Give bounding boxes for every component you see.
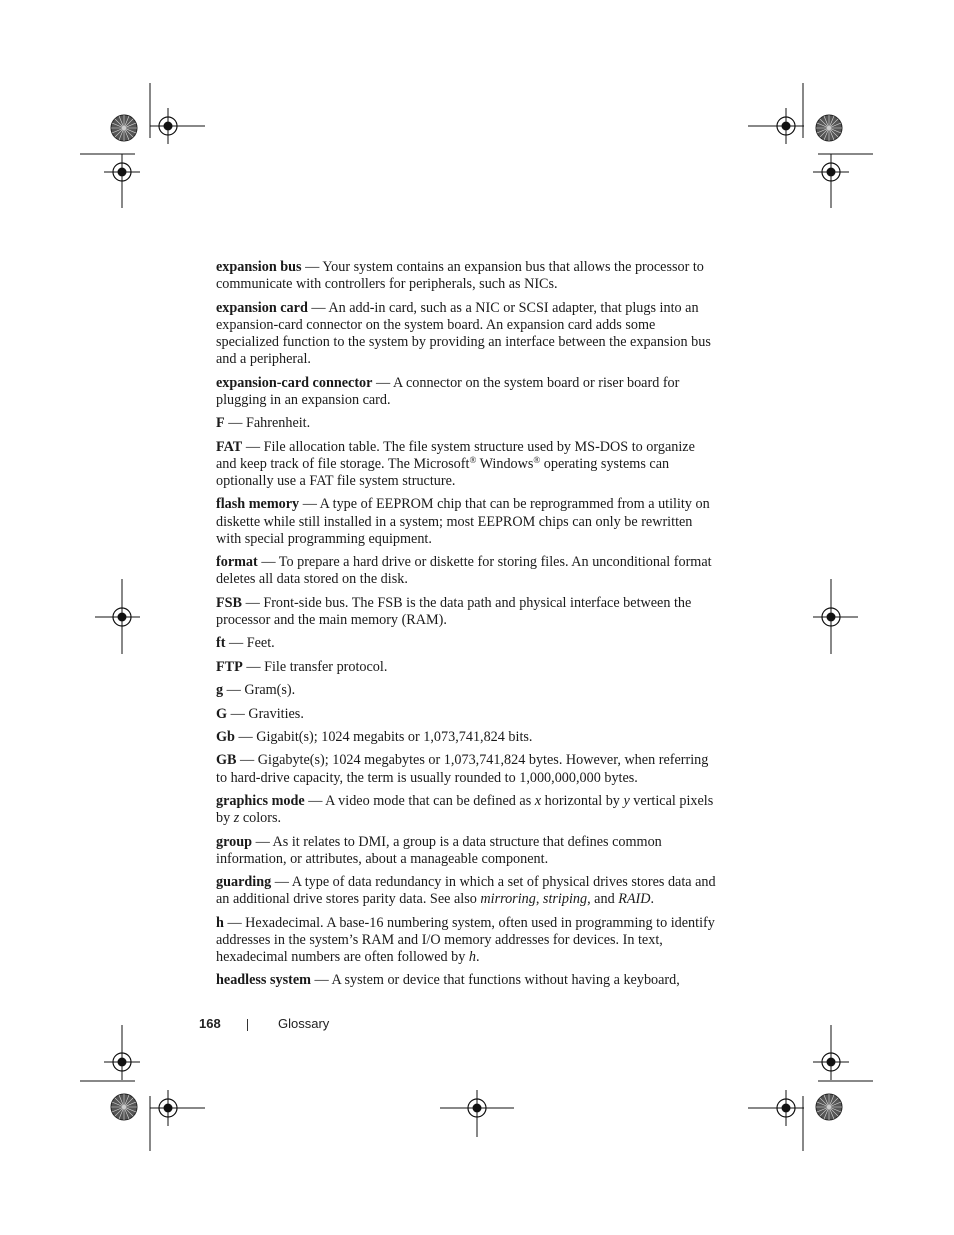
registered-mark: ®	[533, 454, 541, 465]
glossary-entry-format: format — To prepare a hard drive or diskette for storing files. An unconditional format deletes all data stored on the disk.	[216, 554, 712, 588]
glossary-term: expansion-card connector	[216, 374, 373, 391]
definition: Gigabit(s); 1024 megabits or 1,073,741,824 bits.	[252, 728, 533, 745]
glossary-term: group	[216, 833, 253, 850]
glossary-term: h	[216, 914, 224, 931]
definition: Gram(s).	[240, 682, 296, 699]
definition: Front-side bus. The FSB is the data path and physical interface between the processor and the main memory (RAM).	[216, 594, 692, 628]
crop-mark-bottom-left	[80, 1025, 205, 1151]
definition: An add-in card, such as a NIC or SCSI adapter, that plugs into an expansion-card connector on the system board. An expansion card adds some specialized function to the system by providing an interface between the expansion bus and a peripheral.	[216, 299, 711, 368]
definition: To prepare a hard drive or diskette for storing files. An unconditional format deletes all data stored on the disk.	[216, 554, 712, 588]
cross-reference: mirroring	[480, 891, 536, 908]
glossary-term: graphics mode	[216, 792, 305, 809]
glossary-term: Gb	[216, 728, 235, 745]
glossary-entry-fsb: FSB — Front-side bus. The FSB is the data path and physical interface between the processor and the main memory (RAM).	[216, 594, 692, 628]
glossary-term: guarding	[216, 874, 272, 891]
definition: File transfer protocol.	[260, 658, 388, 675]
glossary-entry-ft: ft — Feet.	[216, 635, 275, 652]
definition: Gravities.	[244, 705, 304, 722]
glossary-term: expansion bus	[216, 259, 302, 275]
registered-mark: ®	[469, 454, 477, 465]
definition: A connector on the system board or riser board for plugging in an expansion card.	[216, 374, 680, 408]
glossary-entry-h: h — Hexadecimal. A base-16 numbering system, often used in programming to identify addresses in the system’s RAM and I/O memory addresses for devices. In text, hexadecimal numbers are often followed by h.	[216, 914, 715, 966]
glossary-entry-expansion-bus: expansion bus — Your system contains an expansion bus that allows the processor to communicate with controllers for peripherals, such as NICs.	[216, 259, 704, 293]
glossary-term: FTP	[216, 658, 243, 675]
definition: Your system contains an expansion bus that allows the processor to communicate with controllers for peripherals, such as NICs.	[216, 259, 704, 293]
footer-divider	[247, 1019, 248, 1031]
crop-mark-top-left	[80, 83, 205, 208]
glossary-entry-group: group — As it relates to DMI, a group is a data structure that defines common information, or attributes, about a manageable component.	[216, 833, 662, 867]
glossary-entry-headless-system: headless system — A system or device that functions without having a keyboard,	[216, 972, 680, 989]
glossary-term: flash memory	[216, 496, 300, 513]
glossary-entry-expansion-card-connector: expansion-card connector — A connector on the system board or riser board for plugging in an expansion card.	[216, 374, 680, 408]
registration-mark-right	[813, 579, 858, 654]
glossary-term: FAT	[216, 438, 243, 455]
glossary-term: GB	[216, 752, 237, 769]
definition: A system or device that functions without having a keyboard,	[328, 972, 680, 989]
glossary-term: FSB	[216, 594, 243, 611]
glossary-term: expansion card	[216, 299, 308, 316]
glossary-entry-ftp: FTP — File transfer protocol.	[216, 658, 388, 675]
glossary-entry-expansion-card: expansion card — An add-in card, such as a NIC or SCSI adapter, that plugs into an expansion-card connector on the system board. An expansion card adds some specialized function to the system by providing an interface between the expansion bus and a peripheral.	[216, 299, 711, 368]
crop-mark-bottom-right	[748, 1025, 873, 1151]
definition: Fahrenheit.	[242, 415, 311, 432]
section-title: Glossary	[278, 1016, 330, 1031]
glossary-term: format	[216, 554, 258, 571]
cross-reference: RAID	[618, 891, 651, 908]
cross-reference: striping	[542, 891, 588, 908]
definition: Feet.	[243, 635, 275, 652]
crop-mark-top-right	[748, 83, 873, 208]
glossary-entry-flash-memory: flash memory — A type of EEPROM chip that can be reprogrammed from a utility on diskette while still installed in a system; most EEPROM chips can only be rewritten with special programming equipment.	[216, 496, 710, 547]
registration-mark-bottom-center	[440, 1090, 514, 1137]
glossary-entry-gb-bits: Gb — Gigabit(s); 1024 megabits or 1,073,741,824 bits.	[216, 728, 533, 745]
glossary-entry-f: F — Fahrenheit.	[216, 415, 311, 432]
glossary-term: ft	[216, 635, 226, 652]
glossary-term: F	[216, 415, 225, 432]
page-number: 168	[199, 1016, 221, 1031]
glossary-entry-g-lower: g — Gram(s).	[216, 682, 296, 699]
definition: A type of EEPROM chip that can be reprogrammed from a utility on diskette while still installed in a system; most EEPROM chips can only be rewritten with special programming equipment.	[216, 496, 710, 547]
page-footer	[0, 1016, 954, 1036]
glossary-entry-fat: FAT — File allocation table. The file system structure used by MS-DOS to organize and keep track of file storage. The Microsoft® Windows® operating systems can optionally use a FAT file system structure.	[216, 438, 695, 489]
glossary-entry-guarding: guarding — A type of data redundancy in which a set of physical drives stores data and an additional drive stores parity data. See also mirroring, striping, and RAID.	[216, 874, 716, 908]
glossary-content	[216, 259, 716, 996]
glossary-entry-g-upper: G — Gravities.	[216, 705, 304, 722]
registration-mark-left	[95, 579, 140, 654]
glossary-term: g	[216, 682, 224, 699]
definition: Gigabyte(s); 1024 megabytes or 1,073,741,824 bytes. However, when referring to hard-drive capacity, the term is usually rounded to 1,000,000,000 bytes.	[216, 752, 709, 786]
glossary-entry-graphics-mode: graphics mode — A video mode that can be defined as x horizontal by y vertical pixels by z colors.	[216, 792, 714, 827]
glossary-term: headless system	[216, 972, 311, 989]
glossary-entry-gb-bytes: GB — Gigabyte(s); 1024 megabytes or 1,073,741,824 bytes. However, when referring to hard-drive capacity, the term is usually rounded to 1,000,000,000 bytes.	[216, 752, 709, 786]
definition: As it relates to DMI, a group is a data structure that defines common information, or attributes, about a manageable component.	[216, 833, 662, 867]
glossary-term: G	[216, 705, 228, 722]
